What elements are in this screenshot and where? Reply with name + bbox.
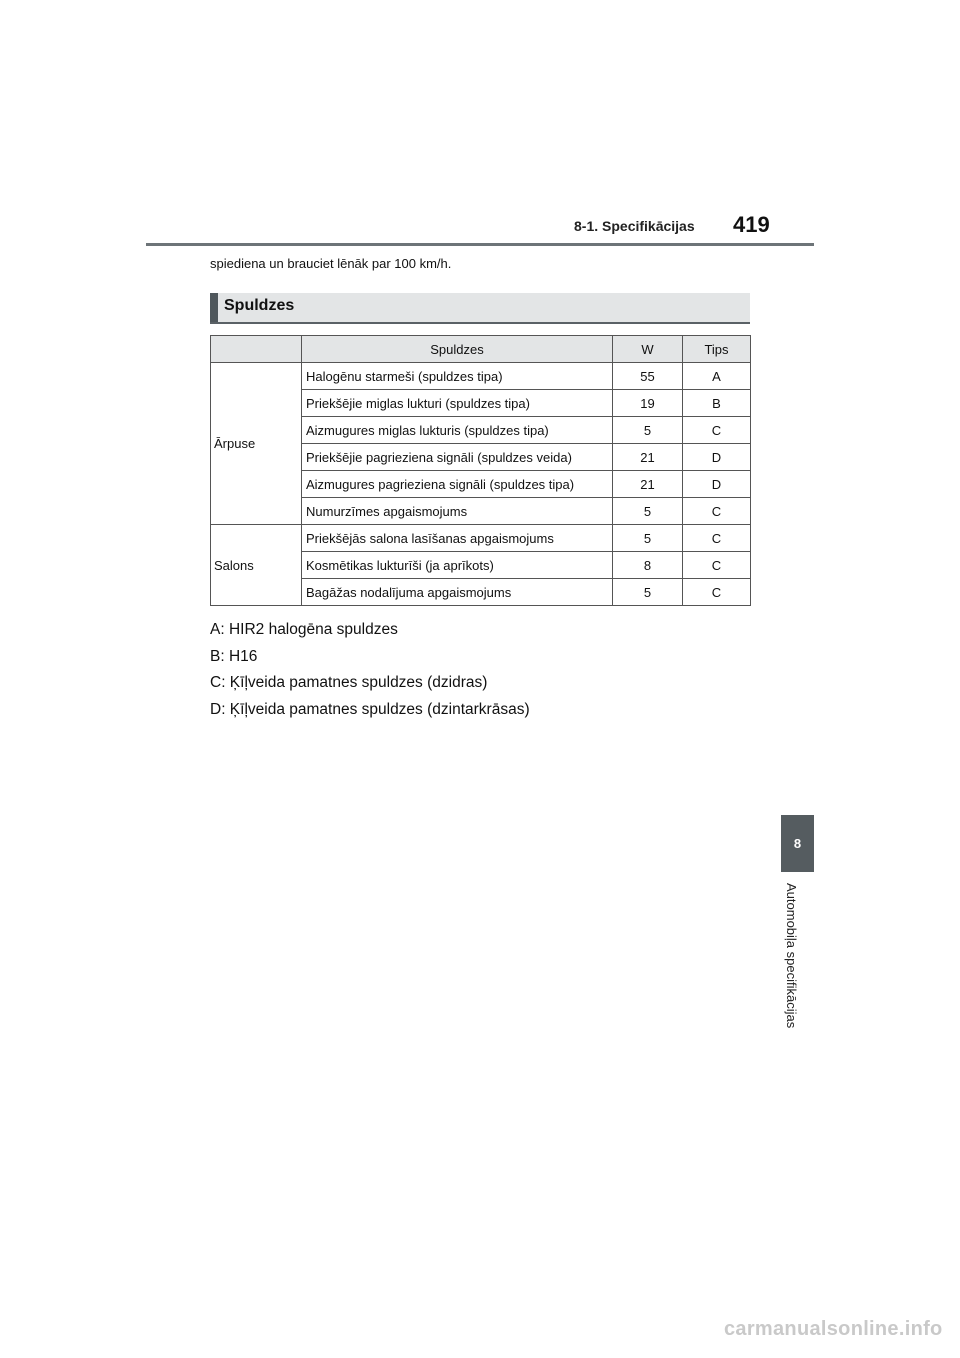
bulb-name: Priekšējie pagrieziena signāli (spuldzes veida)	[302, 444, 613, 471]
bulb-type: C	[683, 579, 751, 606]
header-divider	[146, 243, 814, 246]
bulb-watts: 5	[613, 417, 683, 444]
section-title-bar	[210, 293, 750, 324]
bulbs-table	[210, 335, 751, 606]
watermark: carmanualsonline.info	[724, 1318, 943, 1340]
bulb-type: C	[683, 417, 751, 444]
bulb-type: A	[683, 363, 751, 390]
bulb-type: C	[683, 525, 751, 552]
header-bulb: Spuldzes	[302, 336, 613, 363]
bulb-watts: 19	[613, 390, 683, 417]
bulb-type: C	[683, 552, 751, 579]
page-number: 419	[733, 212, 770, 237]
bulb-name: Aizmugures pagrieziena signāli (spuldzes tipa)	[302, 471, 613, 498]
table-row	[211, 525, 751, 552]
chapter-tab-number: 8	[781, 815, 814, 872]
bulb-type: D	[683, 471, 751, 498]
intro-text: spiediena un brauciet lēnāk par 100 km/h.	[210, 256, 452, 271]
section-heading: 8-1. Specifikācijas	[574, 218, 695, 234]
note-b: B: H16	[210, 647, 258, 665]
bulb-type-notes	[210, 617, 530, 723]
bulb-name: Halogēnu starmeši (spuldzes tipa)	[302, 363, 613, 390]
bulb-name: Priekšējie miglas lukturi (spuldzes tipa)	[302, 390, 613, 417]
bulb-watts: 55	[613, 363, 683, 390]
header-type: Tips	[683, 336, 751, 363]
bulb-name: Aizmugures miglas lukturis (spuldzes tipa)	[302, 417, 613, 444]
chapter-tab-label: Automobiļa specifikācijas	[784, 883, 799, 1029]
header-watts: W	[613, 336, 683, 363]
bulb-watts: 5	[613, 525, 683, 552]
bulb-name: Numurzīmes apgaismojums	[302, 498, 613, 525]
section-title: Spuldzes	[224, 297, 295, 314]
section-accent	[210, 293, 218, 322]
bulb-watts: 8	[613, 552, 683, 579]
bulb-type: D	[683, 444, 751, 471]
bulb-watts: 5	[613, 498, 683, 525]
bulb-watts: 21	[613, 444, 683, 471]
bulb-name: Priekšējās salona lasīšanas apgaismojums	[302, 525, 613, 552]
bulb-name: Kosmētikas lukturīši (ja aprīkots)	[302, 552, 613, 579]
bulb-watts: 21	[613, 471, 683, 498]
bulb-watts: 5	[613, 579, 683, 606]
table-row	[211, 363, 751, 390]
header-group	[211, 336, 302, 363]
note-a: A: HIR2 halogēna spuldzes	[210, 621, 398, 638]
note-d: D: Ķīļveida pamatnes spuldzes (dzintarkrāsas)	[210, 700, 530, 718]
group-exterior: Ārpuse	[211, 363, 302, 525]
bulb-name: Bagāžas nodalījuma apgaismojums	[302, 579, 613, 606]
bulb-type: C	[683, 498, 751, 525]
bulb-type: B	[683, 390, 751, 417]
table-header-row	[211, 336, 751, 363]
group-interior: Salons	[211, 525, 302, 606]
note-c: C: Ķīļveida pamatnes spuldzes (dzidras)	[210, 674, 488, 691]
